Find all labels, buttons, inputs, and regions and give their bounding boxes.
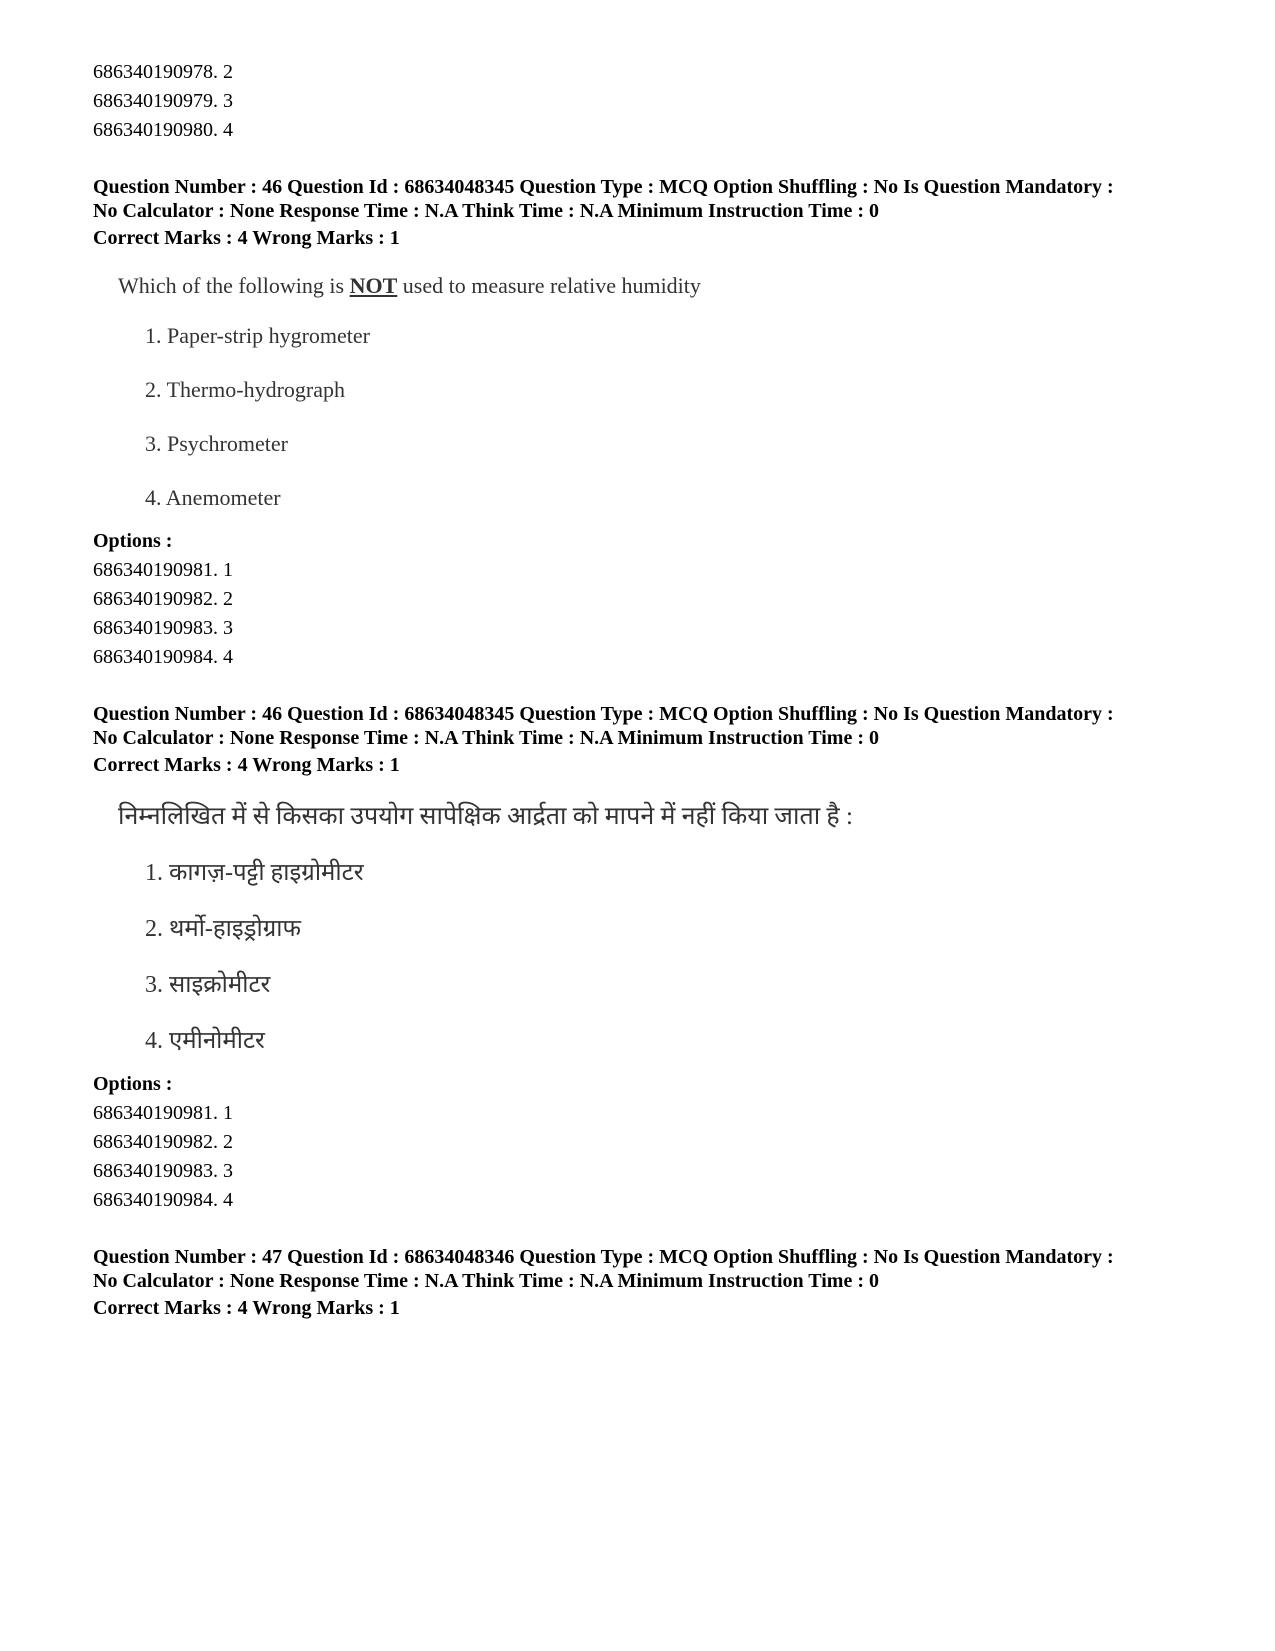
question-text: निम्नलिखित में से किसका उपयोग सापेक्षिक आर्द्रता को मापने में नहीं किया जाता है : [118, 803, 853, 830]
question-text [118, 271, 1213, 301]
choice-item: 2. थर्मो-हाइड्रोग्राफ [145, 916, 301, 942]
option-line: 686340190982. 2 [93, 1131, 233, 1153]
question-marks: Correct Marks : 4 Wrong Marks : 1 [93, 1297, 400, 1319]
question-header-line1: Question Number : 46 Question Id : 68634048345 Question Type : MCQ Option Shuffling : No Is Question Mandatory : [93, 703, 1114, 725]
question-46-english [93, 175, 1213, 672]
option-line: 686340190984. 4 [93, 1189, 233, 1211]
option-line: 686340190984. 4 [93, 646, 233, 668]
question-marks: Correct Marks : 4 Wrong Marks : 1 [93, 754, 400, 776]
question-header-line2: No Calculator : None Response Time : N.A Think Time : N.A Minimum Instruction Time : 0 [93, 727, 879, 749]
question-header-line2: No Calculator : None Response Time : N.A Think Time : N.A Minimum Instruction Time : 0 [93, 200, 879, 222]
option-line: 686340190981. 1 [93, 1102, 233, 1124]
previous-options [93, 58, 1213, 145]
question-text-start: Which of the following is [118, 273, 350, 298]
question-text-emphasis: NOT [349, 273, 398, 298]
question-46-hindi [93, 702, 1213, 1215]
choice-item: 4. एमीनोमीटर [145, 1028, 265, 1054]
choice-item: 1. कागज़-पट्टी हाइग्रोमीटर [145, 860, 364, 886]
question-text-end: used to measure relative humidity [397, 273, 701, 298]
option-line: 686340190982. 2 [93, 588, 233, 610]
question-47 [93, 1245, 1213, 1323]
question-content [93, 800, 1213, 1058]
option-line: 686340190981. 1 [93, 559, 233, 581]
choice-item: 3. साइक्रोमीटर [145, 972, 271, 998]
choice-item: 1. Paper-strip hygrometer [145, 323, 370, 348]
option-line: 686340190983. 3 [93, 1160, 233, 1182]
options-label: Options : [93, 530, 173, 552]
question-header-line1: Question Number : 46 Question Id : 68634048345 Question Type : MCQ Option Shuffling : No Is Question Mandatory : [93, 176, 1114, 198]
question-header-line2: No Calculator : None Response Time : N.A Think Time : N.A Minimum Instruction Time : 0 [93, 1270, 879, 1292]
options-label: Options : [93, 1073, 173, 1095]
question-content [93, 271, 1213, 513]
option-line: 686340190980. 4 [93, 119, 233, 141]
choice-item: 3. Psychrometer [145, 431, 288, 456]
question-marks: Correct Marks : 4 Wrong Marks : 1 [93, 227, 400, 249]
option-line: 686340190979. 3 [93, 90, 233, 112]
choice-item: 2. Thermo-hydrograph [145, 377, 345, 402]
choice-item: 4. Anemometer [145, 485, 281, 510]
option-line: 686340190983. 3 [93, 617, 233, 639]
document-page [93, 58, 1213, 1323]
question-header-line1: Question Number : 47 Question Id : 68634048346 Question Type : MCQ Option Shuffling : No Is Question Mandatory : [93, 1246, 1114, 1268]
option-line: 686340190978. 2 [93, 61, 233, 83]
